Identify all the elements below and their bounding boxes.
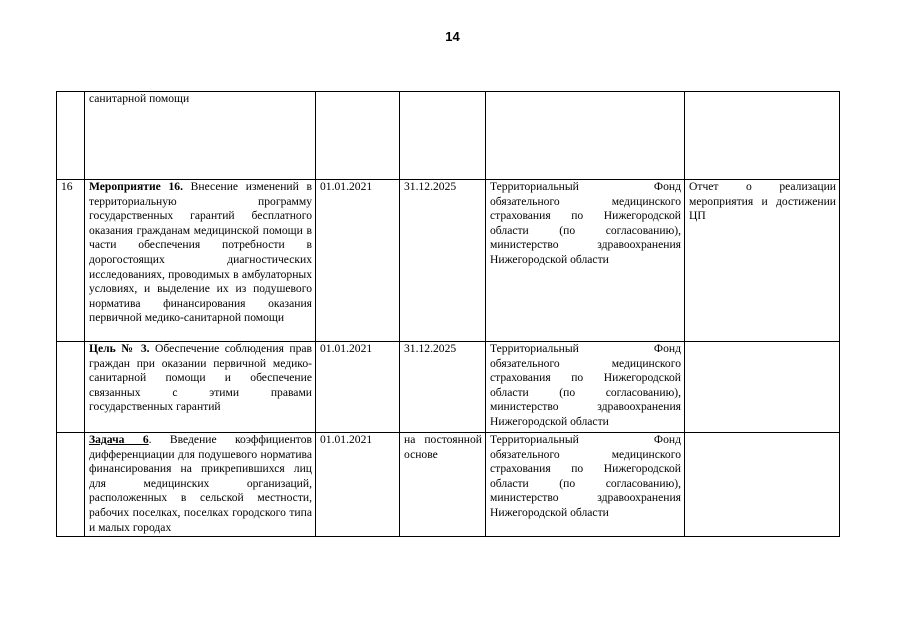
goal-description [85,342,316,433]
end-date: 31.12.2025 [400,342,486,433]
goal-title: Цель № 3. [89,342,150,355]
activity-table [56,91,840,537]
row-number [57,342,85,433]
end-date: на постоянной основе [400,433,486,537]
row-number [57,433,85,537]
result [685,92,840,180]
goal-text: Обеспечение соблюдения прав граждан при оказании первичной медико-санитарной помощи и обеспечение связанных с этими правами государственных гарантий [89,342,312,414]
activity-description [85,92,316,180]
start-date: 01.01.2021 [316,342,400,433]
activity-title: Мероприятие 16. [89,180,183,193]
row-number [57,92,85,180]
table-row [57,342,840,433]
row-number: 16 [57,180,85,342]
task-title: Задача 6 [89,433,149,446]
executor: Территориальный Фонд обязательного медицинского страхования по Нижегородской области (по согласованию), министерство здравоохранения Нижегородской области [486,433,685,537]
table-row [57,180,840,342]
result [685,342,840,433]
end-date [400,92,486,180]
page-number: 14 [445,29,460,44]
task-description [85,433,316,537]
start-date: 01.01.2021 [316,180,400,342]
executor: Территориальный Фонд обязательного медицинского страхования по Нижегородской области (по согласованию), министерство здравоохранения Нижегородской области [486,342,685,433]
start-date [316,92,400,180]
task-text: Введение коэффициентов дифференциации для подушевого норматива финансирования на прикрепившихся лиц для медицинских организаций, расположенных в сельской местности, рабочих поселках, поселках городского типа и малых городах [89,433,312,534]
table-row [57,92,840,180]
activity-text: санитарной помощи [89,92,190,105]
end-date: 31.12.2025 [400,180,486,342]
table-row [57,433,840,537]
activity-description [85,180,316,342]
task-title-dot: . [148,433,152,446]
executor [486,92,685,180]
result [685,433,840,537]
executor: Территориальный Фонд обязательного медицинского страхования по Нижегородской области (по согласованию), министерство здравоохранения Нижегородской области [486,180,685,342]
result: Отчет о реализации мероприятия и достижении ЦП [685,180,840,342]
start-date: 01.01.2021 [316,433,400,537]
activity-text: Внесение изменений в территориальную программу государственных гарантий бесплатного оказания гражданам медицинской помощи в части обеспечения потребности в дорогостоящих диагностических исследованиях, проводимых в амбулаторных условиях, и выделение их из подушевого норматива финансирования оказания первичной медико-санитарной помощи [89,180,312,325]
